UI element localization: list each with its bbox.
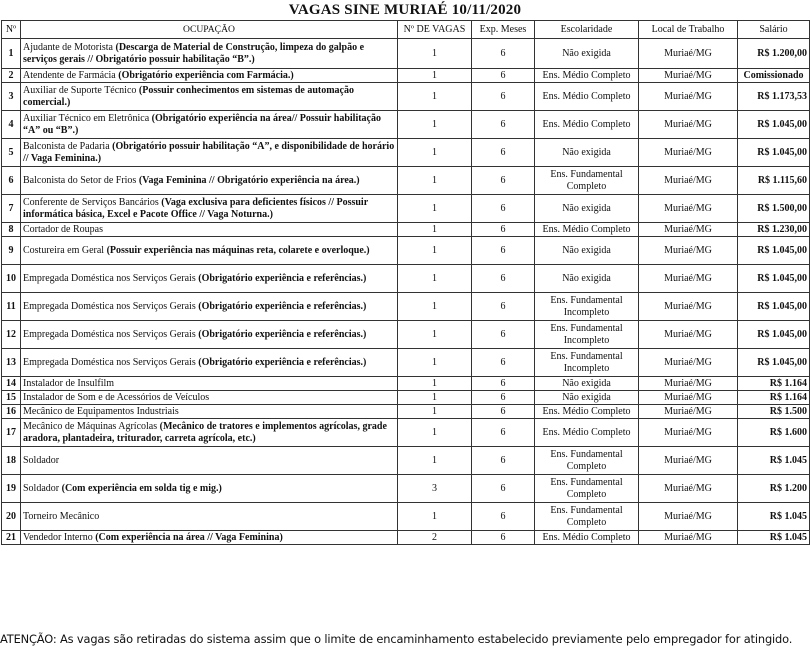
row-number: 2 [2, 69, 21, 83]
education-cell: Ens. Fundamental Completo [535, 447, 639, 475]
occupation-cell [21, 475, 398, 503]
vacancies-cell: 1 [398, 265, 472, 293]
salary-cell: R$ 1.045 [738, 503, 810, 531]
experience-cell: 6 [472, 139, 535, 167]
table-row [2, 265, 810, 293]
row-number: 6 [2, 167, 21, 195]
table-row [2, 195, 810, 223]
occupation-cell [21, 391, 398, 405]
salary-cell: R$ 1.164 [738, 377, 810, 391]
experience-cell: 6 [472, 475, 535, 503]
occupation-name: Costureira em Geral [23, 244, 105, 256]
table-row [2, 237, 810, 265]
location-cell: Muriaé/MG [639, 139, 738, 167]
table-row [2, 83, 810, 111]
occupation-requirements: (Obrigatório experiência na área// Possuir habilitação “A” ou “B”.) [23, 113, 381, 136]
vacancies-cell: 1 [398, 139, 472, 167]
occupation-cell [21, 39, 398, 69]
table-row [2, 39, 810, 69]
location-cell: Muriaé/MG [639, 349, 738, 377]
occupation-cell [21, 405, 398, 419]
occupation-name: Instalador de Som e de Acessórios de Veículos [23, 391, 210, 403]
occupation-cell [21, 139, 398, 167]
experience-cell: 6 [472, 83, 535, 111]
experience-cell: 6 [472, 69, 535, 83]
occupation-requirements: (Descarga de Material de Construção, limpeza do galpão e serviços gerais // Obrigatório possuir habilitação “B”.) [23, 42, 365, 65]
row-number: 17 [2, 419, 21, 447]
header-num: Nº [2, 21, 21, 39]
occupation-requirements: (Obrigatório experiência e referências.) [198, 272, 367, 284]
salary-cell: R$ 1.230,00 [738, 223, 810, 237]
experience-cell: 6 [472, 447, 535, 475]
table-row [2, 111, 810, 139]
row-number: 14 [2, 377, 21, 391]
row-number: 5 [2, 139, 21, 167]
location-cell: Muriaé/MG [639, 39, 738, 69]
salary-cell: R$ 1.200,00 [738, 39, 810, 69]
occupation-cell [21, 503, 398, 531]
location-cell: Muriaé/MG [639, 111, 738, 139]
occupation-requirements: (Obrigatório experiência com Farmácia.) [118, 69, 294, 81]
vacancies-cell: 1 [398, 321, 472, 349]
vacancies-cell: 1 [398, 377, 472, 391]
occupation-cell [21, 167, 398, 195]
row-number: 9 [2, 237, 21, 265]
salary-cell: R$ 1.045,00 [738, 111, 810, 139]
table-row [2, 349, 810, 377]
vacancies-cell: 1 [398, 447, 472, 475]
experience-cell: 6 [472, 39, 535, 69]
occupation-cell [21, 377, 398, 391]
occupation-name: Empregada Doméstica nos Serviços Gerais [23, 300, 196, 312]
occupation-name: Empregada Doméstica nos Serviços Gerais [23, 272, 196, 284]
vacancies-cell: 1 [398, 237, 472, 265]
education-cell: Ens. Fundamental Incompleto [535, 293, 639, 321]
occupation-name: Mecânico de Equipamentos Industriais [23, 405, 179, 417]
location-cell: Muriaé/MG [639, 293, 738, 321]
table-row [2, 223, 810, 237]
table-row [2, 503, 810, 531]
salary-cell: R$ 1.045,00 [738, 265, 810, 293]
row-number: 10 [2, 265, 21, 293]
location-cell: Muriaé/MG [639, 531, 738, 545]
table-row [2, 377, 810, 391]
vacancies-cell: 1 [398, 349, 472, 377]
experience-cell: 6 [472, 405, 535, 419]
salary-cell: R$ 1.500,00 [738, 195, 810, 223]
vacancies-cell: 1 [398, 69, 472, 83]
salary-cell: R$ 1.500 [738, 405, 810, 419]
occupation-requirements: (Obrigatório experiência e referências.) [198, 328, 367, 340]
education-cell: Não exigida [535, 195, 639, 223]
row-number: 21 [2, 531, 21, 545]
row-number: 19 [2, 475, 21, 503]
experience-cell: 6 [472, 167, 535, 195]
education-cell: Não exigida [535, 377, 639, 391]
vacancies-table [1, 20, 810, 545]
occupation-name: Cortador de Roupas [23, 223, 103, 235]
row-number: 4 [2, 111, 21, 139]
row-number: 3 [2, 83, 21, 111]
education-cell: Ens. Fundamental Completo [535, 475, 639, 503]
vacancies-cell: 1 [398, 503, 472, 531]
attention-note: ATENÇÃO: As vagas são retiradas do sistema assim que o limite de encaminhamento estabelecido previamente pelo empregador for atingido. [0, 632, 793, 646]
table-row [2, 321, 810, 349]
salary-cell: R$ 1.045,00 [738, 293, 810, 321]
occupation-name: Soldador [23, 482, 60, 494]
header-experience: Exp. Meses [472, 21, 535, 39]
experience-cell: 6 [472, 111, 535, 139]
table-row [2, 531, 810, 545]
vacancies-cell: 1 [398, 391, 472, 405]
salary-cell: R$ 1.200 [738, 475, 810, 503]
occupation-requirements: (Com experiência em solda tig e mig.) [61, 482, 222, 494]
occupation-name: Atendente de Farmácia [23, 69, 116, 81]
location-cell: Muriaé/MG [639, 321, 738, 349]
education-cell: Não exigida [535, 265, 639, 293]
occupation-cell [21, 265, 398, 293]
page-title: VAGAS SINE MURIAÉ 10/11/2020 [288, 2, 522, 18]
education-cell: Não exigida [535, 139, 639, 167]
occupation-requirements: (Obrigatório possuir habilitação “A”, e disponibilidade de horário // Vaga Feminina.) [23, 141, 395, 164]
occupation-name: Ajudante de Motorista [23, 42, 113, 53]
location-cell: Muriaé/MG [639, 447, 738, 475]
location-cell: Muriaé/MG [639, 475, 738, 503]
education-cell: Ens. Fundamental Incompleto [535, 321, 639, 349]
occupation-requirements: (Mecânico de tratores e implementos agrícolas, grade aradora, plantadeira, triturador, carreta agrícola, etc.) [23, 421, 387, 444]
occupation-requirements: (Possuir conhecimentos em sistemas de automação comercial.) [23, 85, 354, 108]
header-occupation: OCUPAÇÃO [21, 21, 398, 39]
experience-cell: 6 [472, 237, 535, 265]
vacancies-cell: 1 [398, 111, 472, 139]
vacancies-cell: 1 [398, 39, 472, 69]
education-cell: Ens. Médio Completo [535, 419, 639, 447]
salary-cell: R$ 1.045,00 [738, 349, 810, 377]
experience-cell: 6 [472, 349, 535, 377]
salary-cell: R$ 1.045 [738, 447, 810, 475]
occupation-name: Auxiliar de Suporte Técnico [23, 85, 137, 96]
salary-cell: R$ 1.164 [738, 391, 810, 405]
row-number: 13 [2, 349, 21, 377]
education-cell: Não exigida [535, 237, 639, 265]
vacancies-cell: 1 [398, 195, 472, 223]
salary-cell: Comissionado [738, 69, 810, 83]
table-row [2, 447, 810, 475]
occupation-cell [21, 531, 398, 545]
location-cell: Muriaé/MG [639, 83, 738, 111]
salary-cell: R$ 1.045 [738, 531, 810, 545]
row-number: 1 [2, 39, 21, 69]
row-number: 15 [2, 391, 21, 405]
salary-cell: R$ 1.045,00 [738, 139, 810, 167]
education-cell: Ens. Médio Completo [535, 83, 639, 111]
table-row [2, 475, 810, 503]
occupation-cell [21, 83, 398, 111]
occupation-name: Empregada Doméstica nos Serviços Gerais [23, 328, 196, 340]
vacancies-cell: 1 [398, 223, 472, 237]
row-number: 18 [2, 447, 21, 475]
row-number: 20 [2, 503, 21, 531]
location-cell: Muriaé/MG [639, 377, 738, 391]
education-cell: Não exigida [535, 39, 639, 69]
row-number: 12 [2, 321, 21, 349]
education-cell: Ens. Médio Completo [535, 223, 639, 237]
experience-cell: 6 [472, 503, 535, 531]
occupation-requirements: (Vaga exclusiva para deficientes físicos // Possuir informática básica, Excel e Pacote Office // Vaga Noturna.) [23, 197, 368, 220]
occupation-name: Instalador de Insulfilm [23, 377, 115, 389]
occupation-cell [21, 223, 398, 237]
table-row [2, 391, 810, 405]
occupation-cell [21, 237, 398, 265]
table-row [2, 405, 810, 419]
row-number: 16 [2, 405, 21, 419]
occupation-name: Auxiliar Técnico em Eletrônica [23, 113, 150, 124]
experience-cell: 6 [472, 293, 535, 321]
location-cell: Muriaé/MG [639, 223, 738, 237]
experience-cell: 6 [472, 223, 535, 237]
occupation-cell [21, 111, 398, 139]
row-number: 11 [2, 293, 21, 321]
occupation-cell [21, 69, 398, 83]
location-cell: Muriaé/MG [639, 237, 738, 265]
row-number: 7 [2, 195, 21, 223]
occupation-requirements: (Obrigatório experiência e referências.) [198, 356, 367, 368]
occupation-name: Balconista de Padaria [23, 141, 110, 152]
table-header-row [2, 21, 810, 39]
header-salary: Salário [738, 21, 810, 39]
experience-cell: 6 [472, 195, 535, 223]
occupation-cell [21, 447, 398, 475]
row-number: 8 [2, 223, 21, 237]
education-cell: Ens. Médio Completo [535, 69, 639, 83]
occupation-cell [21, 419, 398, 447]
occupation-requirements: (Com experiência na área // Vaga Feminina) [95, 531, 283, 543]
table-row [2, 139, 810, 167]
vacancies-cell: 1 [398, 419, 472, 447]
header-vacancies: Nº DE VAGAS [398, 21, 472, 39]
occupation-name: Soldador [23, 454, 60, 466]
vacancies-cell: 2 [398, 531, 472, 545]
salary-cell: R$ 1.173,53 [738, 83, 810, 111]
occupation-requirements: (Obrigatório experiência e referências.) [198, 300, 367, 312]
education-cell: Ens. Fundamental Completo [535, 167, 639, 195]
salary-cell: R$ 1.045,00 [738, 321, 810, 349]
vacancies-cell: 1 [398, 293, 472, 321]
experience-cell: 6 [472, 531, 535, 545]
location-cell: Muriaé/MG [639, 195, 738, 223]
location-cell: Muriaé/MG [639, 265, 738, 293]
location-cell: Muriaé/MG [639, 69, 738, 83]
location-cell: Muriaé/MG [639, 167, 738, 195]
occupation-name: Mecânico de Máquinas Agrícolas [23, 421, 158, 432]
experience-cell: 6 [472, 419, 535, 447]
occupation-cell [21, 195, 398, 223]
vacancies-cell: 1 [398, 167, 472, 195]
experience-cell: 6 [472, 391, 535, 405]
table-row [2, 167, 810, 195]
salary-cell: R$ 1.045,00 [738, 237, 810, 265]
occupation-name: Torneiro Mecânico [23, 510, 100, 522]
occupation-requirements: (Possuir experiência nas máquinas reta, colarete e overloque.) [106, 244, 370, 256]
header-education: Escolaridade [535, 21, 639, 39]
vacancies-cell: 3 [398, 475, 472, 503]
occupation-cell [21, 321, 398, 349]
location-cell: Muriaé/MG [639, 503, 738, 531]
occupation-requirements: (Vaga Feminina // Obrigatório experiência na área.) [138, 174, 360, 186]
occupation-cell [21, 293, 398, 321]
occupation-name: Empregada Doméstica nos Serviços Gerais [23, 356, 196, 368]
location-cell: Muriaé/MG [639, 419, 738, 447]
education-cell: Ens. Fundamental Completo [535, 503, 639, 531]
education-cell: Não exigida [535, 391, 639, 405]
salary-cell: R$ 1.600 [738, 419, 810, 447]
experience-cell: 6 [472, 377, 535, 391]
education-cell: Ens. Médio Completo [535, 405, 639, 419]
education-cell: Ens. Médio Completo [535, 111, 639, 139]
salary-cell: R$ 1.115,60 [738, 167, 810, 195]
occupation-cell [21, 349, 398, 377]
experience-cell: 6 [472, 321, 535, 349]
vacancies-cell: 1 [398, 405, 472, 419]
header-location: Local de Trabalho [639, 21, 738, 39]
experience-cell: 6 [472, 265, 535, 293]
table-row [2, 293, 810, 321]
education-cell: Ens. Fundamental Incompleto [535, 349, 639, 377]
table-row [2, 69, 810, 83]
education-cell: Ens. Médio Completo [535, 531, 639, 545]
occupation-name: Conferente de Serviços Bancários [23, 197, 159, 208]
occupation-name: Vendedor Interno [23, 531, 93, 543]
vacancies-cell: 1 [398, 83, 472, 111]
location-cell: Muriaé/MG [639, 391, 738, 405]
table-row [2, 419, 810, 447]
occupation-name: Balconista do Setor de Frios [23, 174, 137, 186]
location-cell: Muriaé/MG [639, 405, 738, 419]
